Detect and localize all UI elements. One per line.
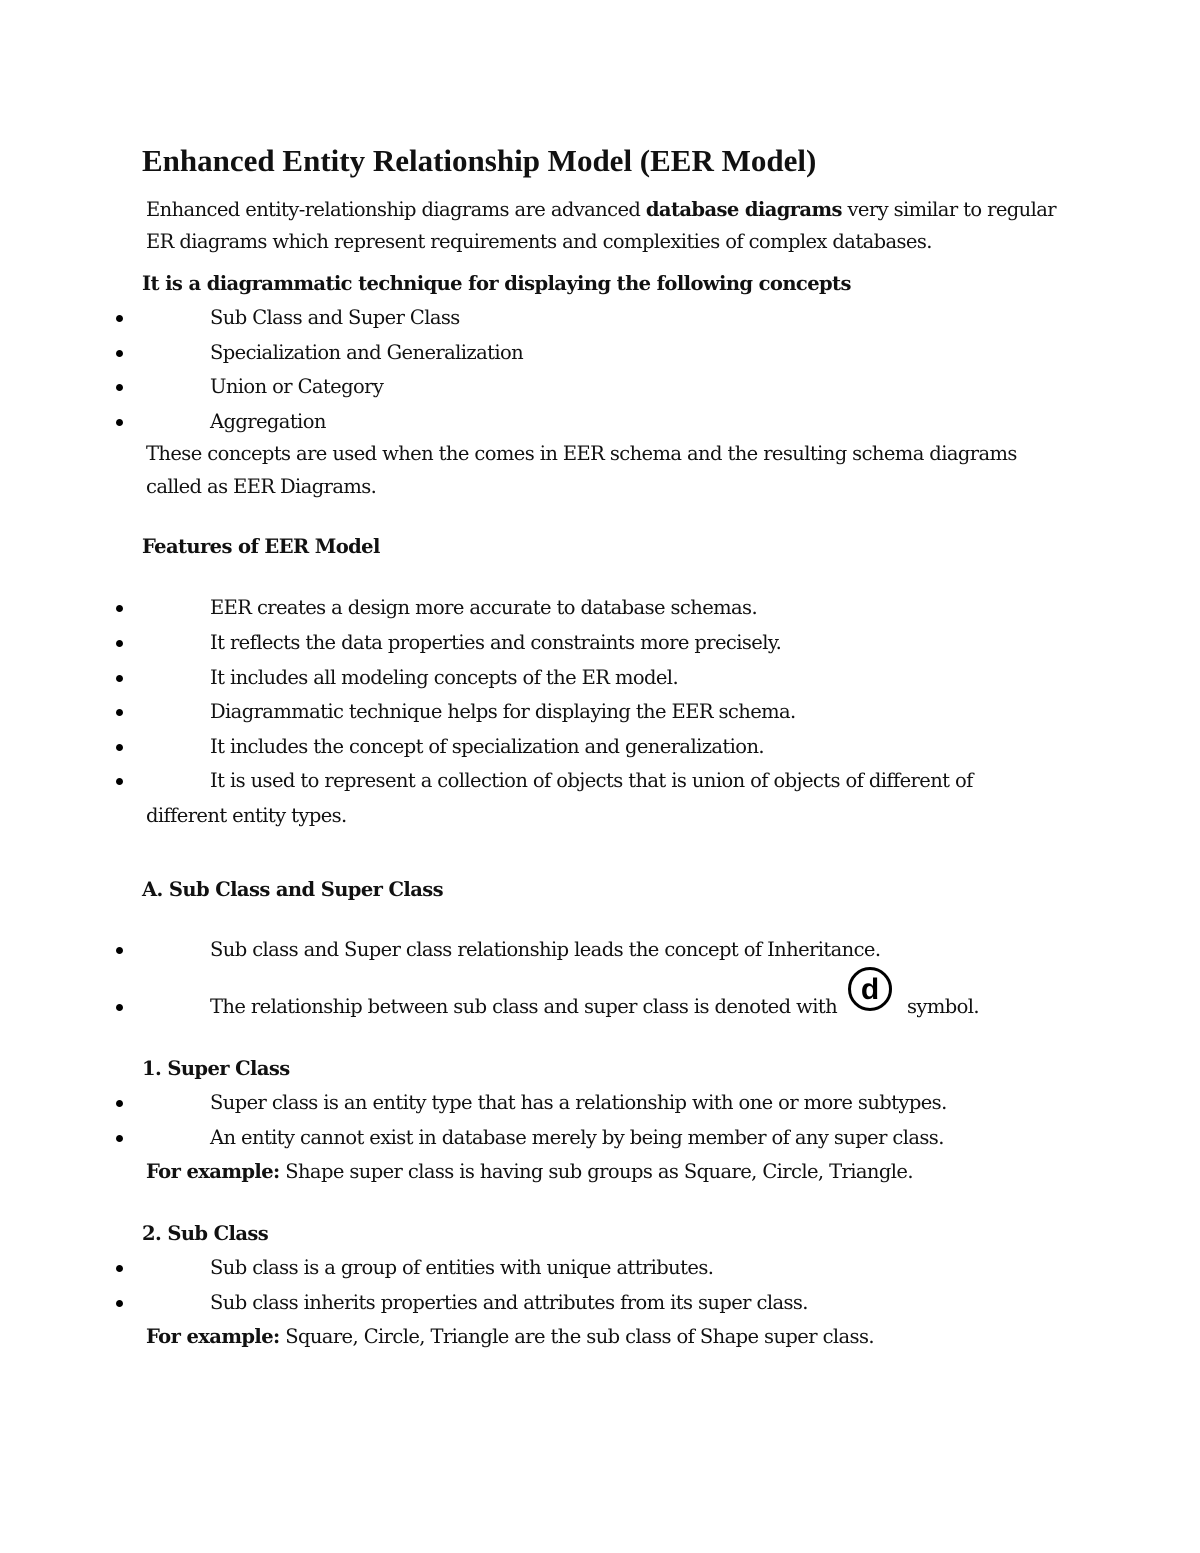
super-class-bullet: Super class is an entity type that has a relationship with one or more subtypes. <box>210 1091 947 1114</box>
bullet-dot <box>116 744 123 751</box>
bullet-dot <box>116 605 123 612</box>
features-heading: Features of EER Model <box>142 535 380 558</box>
bullet-dot <box>116 350 123 357</box>
super-class-example <box>146 1160 913 1183</box>
disjoint-d-icon <box>847 966 893 1012</box>
disjoint-d-letter: d <box>860 973 880 1006</box>
intro-bold-text: database diagrams <box>645 198 842 221</box>
intro-line-2: ER diagrams which represent requirements and complexities of complex databases. <box>146 230 932 253</box>
bullet-dot <box>116 1300 123 1307</box>
section-a-bullet-2-suffix: symbol. <box>907 995 979 1018</box>
feature-item: Diagrammatic technique helps for displaying the EER schema. <box>210 700 796 723</box>
super-class-bullet: An entity cannot exist in database merely by being member of any super class. <box>210 1126 944 1149</box>
concepts-note-line-2: called as EER Diagrams. <box>146 475 377 498</box>
bullet-dot <box>116 384 123 391</box>
example-text: Shape super class is having sub groups as Square, Circle, Triangle. <box>279 1160 913 1183</box>
concept-item: Union or Category <box>210 375 384 398</box>
section-a-bullet-1: Sub class and Super class relationship leads the concept of Inheritance. <box>210 938 881 961</box>
intro-text-2: very similar to regular <box>841 198 1056 221</box>
bullet-dot <box>116 640 123 647</box>
feature-continuation: different entity types. <box>146 804 347 827</box>
feature-item: EER creates a design more accurate to database schemas. <box>210 596 758 619</box>
super-class-heading: 1. Super Class <box>142 1057 290 1080</box>
sub-class-bullet: Sub class inherits properties and attributes from its super class. <box>210 1291 808 1314</box>
page-title: Enhanced Entity Relationship Model (EER Model) <box>142 143 817 178</box>
sub-class-example <box>146 1325 874 1348</box>
bullet-dot <box>116 675 123 682</box>
concepts-heading: It is a diagrammatic technique for displaying the following concepts <box>142 272 851 295</box>
bullet-dot <box>116 419 123 426</box>
concept-item: Specialization and Generalization <box>210 341 524 364</box>
intro-line-1 <box>146 198 1056 221</box>
sub-class-heading: 2. Sub Class <box>142 1222 269 1245</box>
bullet-dot <box>116 709 123 716</box>
bullet-dot <box>116 1100 123 1107</box>
example-label: For example: <box>146 1160 280 1183</box>
bullet-dot <box>116 1004 123 1011</box>
concept-item: Sub Class and Super Class <box>210 306 460 329</box>
bullet-dot <box>116 947 123 954</box>
intro-text-1: Enhanced entity-relationship diagrams are advanced <box>146 198 646 221</box>
example-label: For example: <box>146 1325 280 1348</box>
section-a-bullet-2: The relationship between sub class and super class is denoted with <box>210 995 838 1018</box>
feature-item: It is used to represent a collection of objects that is union of objects of different of <box>210 769 973 792</box>
example-text: Square, Circle, Triangle are the sub class of Shape super class. <box>279 1325 874 1348</box>
bullet-dot <box>116 1135 123 1142</box>
bullet-dot <box>116 1265 123 1272</box>
feature-item: It reflects the data properties and constraints more precisely. <box>210 631 782 654</box>
feature-item: It includes all modeling concepts of the ER model. <box>210 666 679 689</box>
section-a-heading: A. Sub Class and Super Class <box>142 878 444 901</box>
bullet-dot <box>116 778 123 785</box>
sub-class-bullet: Sub class is a group of entities with unique attributes. <box>210 1256 714 1279</box>
bullet-dot <box>116 315 123 322</box>
feature-item: It includes the concept of specialization and generalization. <box>210 735 764 758</box>
concepts-note-line-1: These concepts are used when the comes in EER schema and the resulting schema diagrams <box>146 442 1017 465</box>
concept-item: Aggregation <box>210 410 326 433</box>
